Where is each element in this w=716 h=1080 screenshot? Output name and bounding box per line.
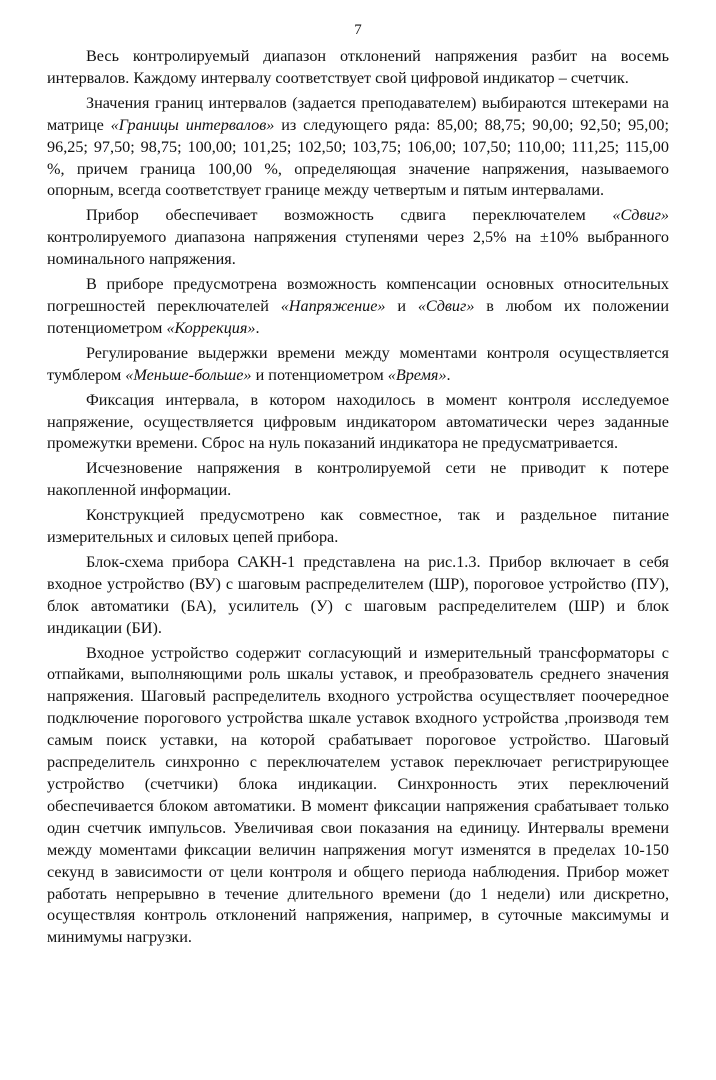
paragraph-text: Регулирование выдержки времени между моментами контроля осуществляется тумблером [47, 343, 669, 384]
body-paragraph [47, 205, 669, 271]
page-number: 7 [354, 22, 362, 38]
paragraph-text: Исчезновение напряжения в контролируемой сети не приводит к потере накопленной информации. [47, 459, 669, 500]
paragraph-text: Входное устройство содержит согласующий и измерительный трансформаторы с отпайками, выполняющими роль шкалы уставок, и преобразователь среднего значения напряжения. Шаговый распределитель входного устройства осуществляет поочередное подключение порогового устройства шкале уставок входного устройства ,производя тем самым поиск уставки, на которой срабатывает пороговое устройство. Шаговый распределитель синхронно с переключателем уставок переключает регистрирующее устройство (счетчики) блока индикации. Синхронность этих переключений обеспечивается блоком автоматики. В момент фиксации напряжения срабатывает только один счетчик импульсов. Увеличивая свои показания на единицу. Интервалы времени между моментами фиксации величин напряжения могут изменятся в пределах 10-150 секунд в зависимости от цели контроля и общего периода наблюдения. Прибор может работать непрерывно в течение длительного времени (до 1 недели) или дискретно, осуществляя контроль отклонений напряжения, например, в суточные максимумы и минимумы нагрузки. [47, 643, 669, 947]
paragraph-text: Конструкцией предусмотрено как совместное, так и раздельное питание измерительных и силовых цепей прибора. [47, 506, 669, 547]
italic-term: «Коррекция» [166, 318, 256, 337]
body-paragraph [47, 552, 669, 640]
italic-term: «Напряжение» [280, 296, 386, 315]
paragraph-text: и [385, 296, 418, 315]
paragraph-text: Фиксация интервала, в котором находилось в момент контроля исследуемое напряжение, осуществляется цифровым индикатором автоматически через заданные промежутки времени. Сброс на нуль показаний индикатора не предусматривается. [47, 390, 669, 453]
paragraph-text: . [255, 318, 260, 337]
paragraph-text: в любом их положении потенциометром [47, 296, 669, 337]
paragraph-text: Блок-схема прибора САКН-1 представлена на рис.1.3. Прибор включает в себя входное устройство (ВУ) с шаговым распределителем (ШР), пороговое устройство (ПУ), блок автоматики (БА), усилитель (У) с шаговым распределителем (ШР) и блок индикации (БИ). [47, 552, 669, 637]
italic-term: «Сдвиг» [612, 206, 669, 225]
paragraph-text: из следующего ряда: 85,00; 88,75; 90,00; 92,50; 95,00; 96,25; 97,50; 98,75; 100,00; 101,25; 102,50; 103,75; 106,00; 107,50; 110,00; 111,25; 115,00 %, причем граница 100,00 %, определяющая значение напряжения, называемого опорным, всегда соответствует границе между четвертым и пятым интервалами. [47, 115, 670, 200]
paragraph-text: Прибор обеспечивает возможность сдвига переключателем [86, 206, 613, 225]
body-paragraph [47, 343, 669, 387]
body-paragraph [47, 46, 669, 90]
body-paragraph [47, 505, 669, 549]
paragraph-text: контролируемого диапазона напряжения ступенями через 2,5% на ±10% выбранного номинального напряжения. [47, 228, 669, 269]
paragraph-text: . [446, 365, 451, 384]
page-body [47, 46, 669, 949]
body-paragraph [47, 458, 669, 502]
paragraph-text: Значения границ интервалов (задается преподавателем) выбираются штекерами на матрице [47, 93, 669, 134]
paragraph-text: и потенциометром [251, 365, 388, 384]
body-paragraph [47, 93, 669, 203]
body-paragraph [47, 390, 669, 456]
body-paragraph [47, 274, 669, 340]
italic-term: «Границы интервалов» [110, 115, 275, 134]
italic-term: «Сдвиг» [417, 296, 475, 315]
italic-term: «Время» [387, 365, 447, 384]
paragraph-text: В приборе предусмотрена возможность компенсации основных относительных погрешностей переключателей [47, 275, 669, 315]
body-paragraph [47, 643, 669, 950]
paragraph-text: Весь контролируемый диапазон отклонений напряжения разбит на восемь интервалов. Каждому интервалу соответствует свой цифровой индикатор – счетчик. [47, 47, 669, 87]
italic-term: «Меньше-больше» [125, 365, 252, 384]
